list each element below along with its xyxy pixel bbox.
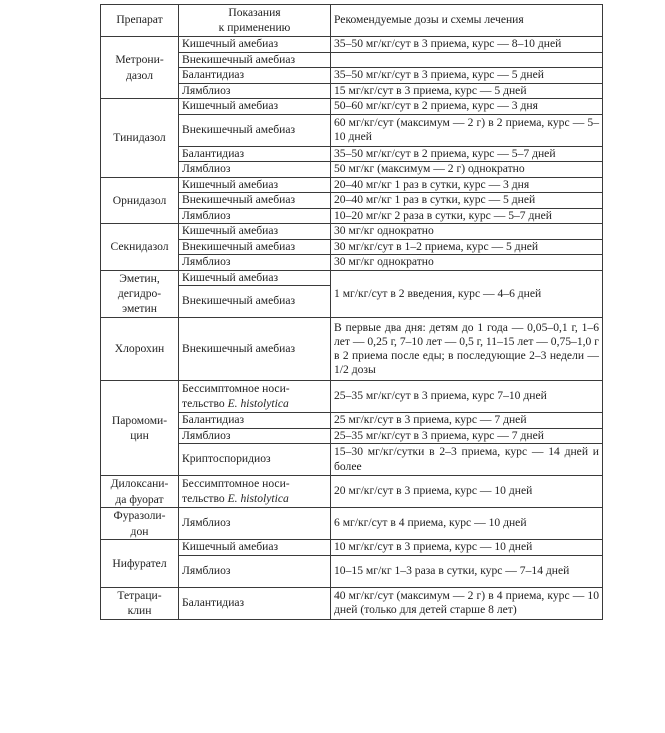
indication-cell: Внекишечный амебиаз	[179, 318, 331, 381]
table-row	[101, 587, 603, 619]
dose-cell: 30 мг/кг однократно	[331, 255, 603, 271]
dose-cell: 10–20 мг/кг 2 раза в сутки, курс — 5–7 дней	[331, 208, 603, 224]
table-row	[101, 270, 603, 286]
indication-cell: Лямблиоз	[179, 555, 331, 587]
dose-cell: 30 мг/кг/сут в 1–2 приема, курс — 5 дней	[331, 239, 603, 255]
drug-name: Орнидазол	[101, 177, 179, 224]
drug-name: Тетраци- клин	[101, 587, 179, 619]
drug-name: Паромоми- цин	[101, 381, 179, 476]
indication-cell: Кишечный амебиаз	[179, 99, 331, 115]
indication-cell: Лямблиоз	[179, 162, 331, 178]
indication-line: Бессимптомное носи-	[182, 477, 290, 491]
table-row	[101, 540, 603, 556]
dose-cell: 1 мг/кг/сут в 2 введения, курс — 4–6 дней	[331, 270, 603, 318]
table-row	[101, 508, 603, 540]
indication-cell: Кишечный амебиаз	[179, 270, 331, 286]
dose-cell: 50–60 мг/кг/сут в 2 приема, курс — 3 дня	[331, 99, 603, 115]
drug-name: Эметин, дегидро- эметин	[101, 270, 179, 318]
dose-cell: 6 мг/кг/сут в 4 приема, курс — 10 дней	[331, 508, 603, 540]
table-row	[101, 381, 603, 413]
indication-line: тельство	[182, 396, 228, 410]
header-indication: Показания к применению	[179, 5, 331, 37]
dose-cell: 20–40 мг/кг 1 раз в сутки, курс — 5 дней	[331, 193, 603, 209]
indication-cell: Внекишечный амебиаз	[179, 239, 331, 255]
indication-cell: Лямблиоз	[179, 508, 331, 540]
organism-name: E. histolytica	[227, 396, 289, 410]
dose-cell: 25–35 мг/кг/сут в 3 приема, курс 7–10 дней	[331, 381, 603, 413]
dose-cell: 60 мг/кг/сут (максимум — 2 г) в 2 приема, курс — 5–10 дней	[331, 114, 603, 146]
dose-cell: 30 мг/кг однократно	[331, 224, 603, 240]
indication-cell: Балантидиаз	[179, 146, 331, 162]
indication-cell: Внекишечный амебиаз	[179, 193, 331, 209]
indication-cell	[179, 381, 331, 413]
indication-cell: Лямблиоз	[179, 255, 331, 271]
indication-cell: Кишечный амебиаз	[179, 540, 331, 556]
dose-cell: 40 мг/кг/сут (максимум — 2 г) в 4 приема, курс — 10 дней (только для детей старше 8 лет)	[331, 587, 603, 619]
indication-cell: Кишечный амебиаз	[179, 37, 331, 53]
table-row	[101, 318, 603, 381]
dose-cell: 15 мг/кг/сут в 3 приема, курс — 5 дней	[331, 83, 603, 99]
drug-name: Тинидазол	[101, 99, 179, 178]
dose-cell: 50 мг/кг (максимум — 2 г) однократно	[331, 162, 603, 178]
indication-cell: Балантидиаз	[179, 68, 331, 84]
indication-cell: Внекишечный амебиаз	[179, 52, 331, 68]
indication-cell: Лямблиоз	[179, 428, 331, 444]
header-dose: Рекомендуемые дозы и схемы лечения	[331, 5, 603, 37]
indication-cell: Криптоспоридиоз	[179, 444, 331, 476]
drug-name: Метрони- дазол	[101, 37, 179, 99]
dose-cell: 10 мг/кг/сут в 3 приема, курс — 10 дней	[331, 540, 603, 556]
dose-cell: 20 мг/кг/сут в 3 приема, курс — 10 дней	[331, 476, 603, 508]
dose-cell: 25 мг/кг/сут в 3 приема, курс — 7 дней	[331, 413, 603, 429]
organism-name: E. histolytica	[227, 491, 289, 505]
indication-cell	[179, 476, 331, 508]
table-row	[101, 37, 603, 53]
dose-cell: 35–50 мг/кг/сут в 2 приема, курс — 5–7 дней	[331, 146, 603, 162]
drug-name: Секнидазол	[101, 224, 179, 271]
drug-name: Дилоксани- да фуорат	[101, 476, 179, 508]
drug-name: Хлорохин	[101, 318, 179, 381]
table-row	[101, 476, 603, 508]
dose-cell: 15–30 мг/кг/сутки в 2–3 приема, курс — 14 дней и более	[331, 444, 603, 476]
drug-name: Нифурател	[101, 540, 179, 588]
dose-cell: 35–50 мг/кг/сут в 3 приема, курс — 8–10 дней	[331, 37, 603, 53]
indication-line: тельство	[182, 491, 228, 505]
dose-cell: 25–35 мг/кг/сут в 3 приема, курс — 7 дней	[331, 428, 603, 444]
indication-cell: Балантидиаз	[179, 587, 331, 619]
dose-cell: В первые два дня: детям до 1 года — 0,05–0,1 г, 1–6 лет — 0,25 г, 7–10 лет — 0,5 г, 11–15 лет — 0,75–1,0 г в 2 приема после еды; в последующие 2–3 недели — 1/2 дозы	[331, 318, 603, 381]
indication-cell: Лямблиоз	[179, 83, 331, 99]
indication-cell: Кишечный амебиаз	[179, 177, 331, 193]
dose-cell: 20–40 мг/кг 1 раз в сутки, курс — 3 дня	[331, 177, 603, 193]
indication-cell: Внекишечный амебиаз	[179, 286, 331, 318]
indication-cell: Балантидиаз	[179, 413, 331, 429]
dose-cell: 35–50 мг/кг/сут в 3 приема, курс — 5 дней	[331, 68, 603, 84]
indication-cell: Кишечный амебиаз	[179, 224, 331, 240]
dose-cell: 10–15 мг/кг 1–3 раза в сутки, курс — 7–14 дней	[331, 555, 603, 587]
header-drug: Препарат	[101, 5, 179, 37]
table-row	[101, 99, 603, 115]
indication-line: Бессимптомное носи-	[182, 382, 290, 396]
indication-cell: Внекишечный амебиаз	[179, 114, 331, 146]
table-header-row	[101, 5, 603, 37]
table-row	[101, 177, 603, 193]
treatment-table	[100, 4, 603, 620]
indication-cell: Лямблиоз	[179, 208, 331, 224]
drug-name: Фуразоли- дон	[101, 508, 179, 540]
table-row	[101, 224, 603, 240]
dose-cell	[331, 52, 603, 68]
